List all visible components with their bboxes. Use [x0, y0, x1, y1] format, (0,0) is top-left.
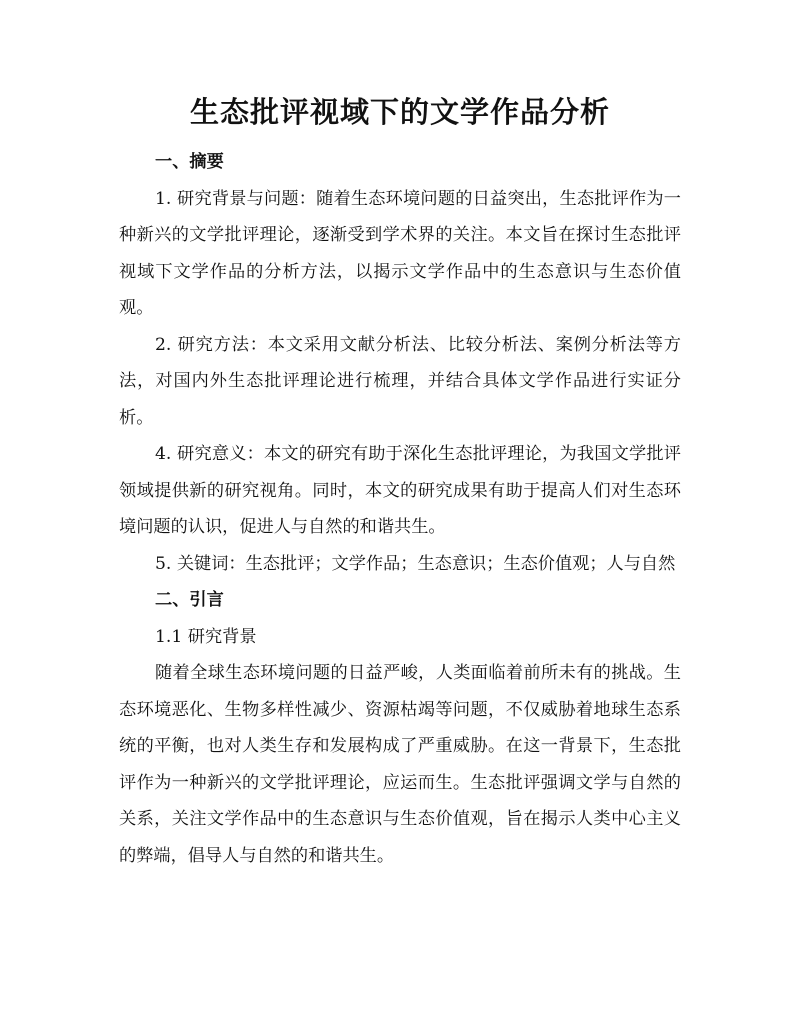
subsection-heading-background: 1.1 研究背景 — [155, 626, 257, 647]
abstract-paragraph-methods: 2. 研究方法：本文采用文献分析法、比较分析法、案例分析法等方法，对国内外生态批评理论进行梳理，并结合具体文学作品进行实证分析。 — [119, 334, 681, 428]
introduction-paragraph: 随着全球生态环境问题的日益严峻，人类面临着前所未有的挑战。生态环境恶化、生物多样性减少、资源枯竭等问题，不仅威胁着地球生态系统的平衡，也对人类生存和发展构成了严重威胁。在这一背景下，生态批评作为一种新兴的文学批评理论，应运而生。生态批评强调文学与自然的关系，关注文学作品中的生态意识与生态价值观，旨在揭示人类中心主义的弊端，倡导人与自然的和谐共生。 — [119, 663, 681, 866]
section-heading-introduction: 二、引言 — [155, 590, 224, 610]
document-body — [119, 144, 681, 874]
abstract-paragraph-keywords: 5. 关键词：生态批评；文学作品；生态意识；生态价值观；人与自然 — [155, 553, 676, 574]
abstract-paragraph-significance: 4. 研究意义：本文的研究有助于深化生态批评理论，为我国文学批评领域提供新的研究视角。同时，本文的研究成果有助于提高人们对生态环境问题的认识，促进人与自然的和谐共生。 — [119, 444, 681, 537]
abstract-paragraph-background: 1. 研究背景与问题：随着生态环境问题的日益突出，生态批评作为一种新兴的文学批评理论，逐渐受到学术界的关注。本文旨在探讨生态批评视域下文学作品的分析方法，以揭示文学作品中的生态意识与生态价值观。 — [119, 188, 681, 318]
section-heading-abstract: 一、摘要 — [155, 152, 224, 172]
document-title: 生态批评视域下的文学作品分析 — [189, 95, 610, 129]
